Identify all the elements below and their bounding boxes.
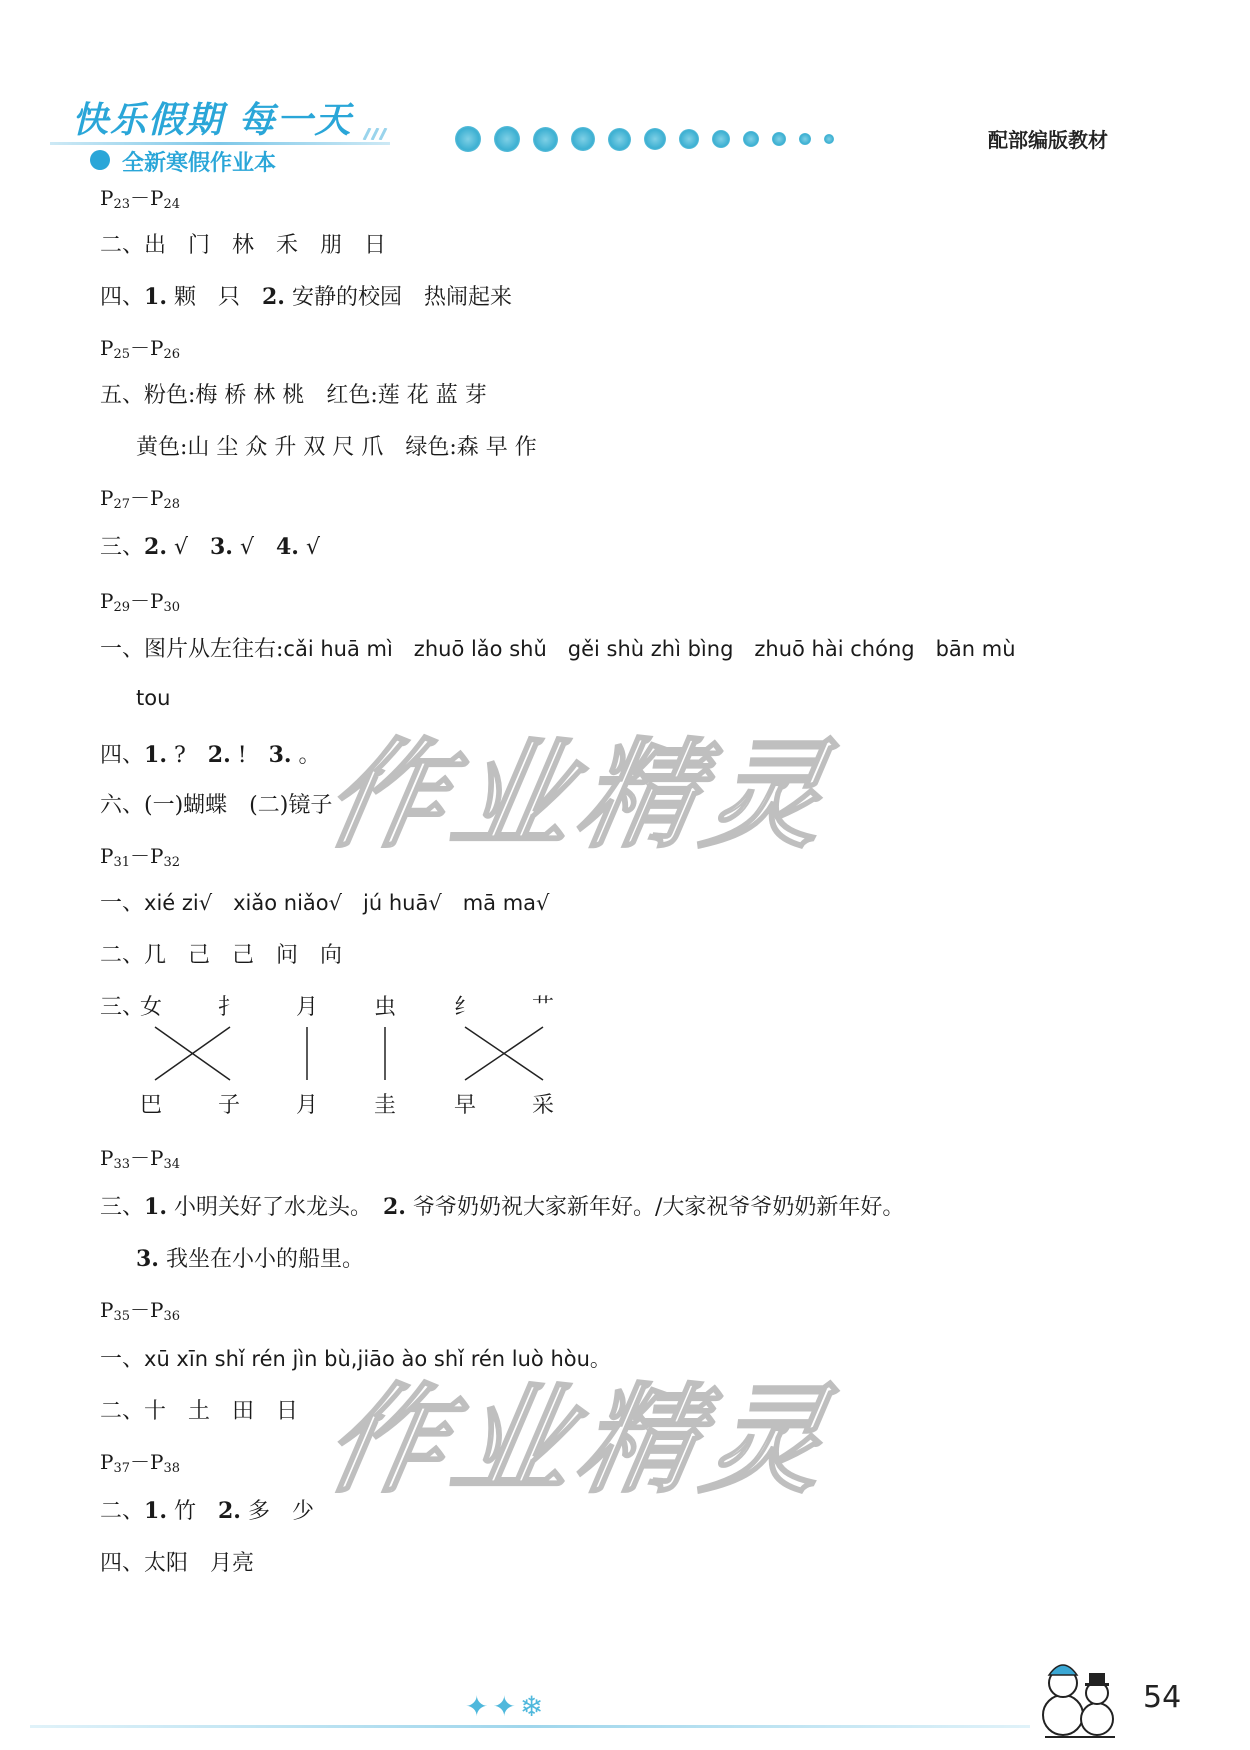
snowflake-icon xyxy=(533,127,558,152)
title-underline-decoration xyxy=(50,142,390,145)
snowflake-row-decoration xyxy=(455,124,834,154)
snowflake-icon xyxy=(644,128,666,150)
answer-line: 二、十 土 田 日 xyxy=(100,1399,299,1424)
match-top-item: 纟 xyxy=(454,995,477,1020)
snowflake-icon xyxy=(608,128,631,151)
answer-line: 三、1. 小明关好了水龙头。 2. 爷爷奶奶祝大家新年好。/大家祝爷爷奶奶新年好。 xyxy=(100,1194,905,1220)
page-number: 54 xyxy=(1143,1680,1182,1715)
answer-line: 3. 我坐在小小的船里。 xyxy=(136,1246,364,1272)
page-range-33-34: $P_{33}-P_{34}$ xyxy=(100,1146,181,1172)
match-bottom-item: 子 xyxy=(218,1093,241,1118)
subtitle-bullet-icon xyxy=(90,150,110,170)
title-stripes-decoration xyxy=(360,128,390,140)
match-top-item: 女 xyxy=(140,995,163,1020)
answer-line: 六、(一)蝴蝶 (二)镜子 xyxy=(100,793,333,818)
page-range-31-32: $P_{31}-P_{32}$ xyxy=(100,844,181,870)
snowflake-icon xyxy=(772,132,786,146)
edition-label: 配部编版教材 xyxy=(988,128,1108,152)
answer-line: 四、1. 颗 只 2. 安静的校园 热闹起来 xyxy=(100,284,512,310)
snowflake-icon xyxy=(799,133,811,145)
answer-line-prefix: 三、 xyxy=(100,995,145,1020)
answer-line: 二、出 门 林 禾 朋 日 xyxy=(100,233,387,258)
watermark: 作业精灵 xyxy=(316,1371,845,1509)
book-subtitle: 全新寒假作业本 xyxy=(122,151,277,176)
book-series-title: 快乐假期 每一天 xyxy=(72,100,353,141)
snowflake-icon xyxy=(712,130,730,148)
page-range-29-30: $P_{29}-P_{30}$ xyxy=(100,589,181,615)
footer-divider xyxy=(30,1725,1030,1728)
answer-line: 一、xié zi√ xiǎo niǎo√ jú huā√ mā ma√ xyxy=(100,891,550,916)
page-range-37-38: $P_{37}-P_{38}$ xyxy=(100,1450,181,1476)
answer-line: 一、xū xīn shǐ rén jìn bù,jiāo ào shǐ rén luò hòu。 xyxy=(100,1347,611,1372)
answer-line: 二、1. 竹 2. 多 少 xyxy=(100,1498,314,1524)
page-range-25-26: $P_{25}-P_{26}$ xyxy=(100,336,181,362)
match-bottom-item: 巴 xyxy=(140,1093,163,1118)
snowflake-icon xyxy=(824,134,834,144)
snowman-icon xyxy=(1035,1645,1125,1745)
match-bottom-item: 采 xyxy=(532,1093,555,1118)
match-top-item: 扌 xyxy=(218,995,241,1020)
match-top-item: 虫 xyxy=(374,995,397,1020)
answer-line: 四、太阳 月亮 xyxy=(100,1551,255,1576)
snowflake-icon xyxy=(571,127,595,151)
page-range-35-36: $P_{35}-P_{36}$ xyxy=(100,1298,181,1324)
snowflake-icon xyxy=(494,126,520,152)
match-top-item: 艹 xyxy=(532,995,555,1020)
answer-line: 三、2. √ 3. √ 4. √ xyxy=(100,534,320,560)
watermark: 作业精灵 xyxy=(316,726,845,864)
snowflake-icon xyxy=(743,131,759,147)
answer-line: 黄色:山 尘 众 升 双 尺 爪 绿色:森 早 作 xyxy=(136,435,537,460)
footer-sparkle-icon: ✦✦❄ xyxy=(465,1690,548,1723)
answer-line: 四、1. ? 2. ! 3. 。 xyxy=(100,742,321,768)
page-range-23-24: $P_{23}-P_{24}$ xyxy=(100,186,181,212)
match-bottom-item: 圭 xyxy=(374,1093,397,1118)
snowflake-icon xyxy=(455,126,481,152)
answer-line: tou xyxy=(136,686,171,710)
snowflake-icon xyxy=(679,129,699,149)
match-bottom-item: 早 xyxy=(454,1093,477,1118)
page-range-27-28: $P_{27}-P_{28}$ xyxy=(100,486,181,512)
answer-line: 五、粉色:梅 桥 林 桃 红色:莲 花 蓝 芽 xyxy=(100,383,487,408)
answer-line: 一、图片从左往右:cǎi huā mì zhuō lǎo shǔ gěi shù zhì bìng zhuō hài chóng bān mù xyxy=(100,637,1016,662)
match-bottom-item: 月 xyxy=(296,1093,319,1118)
matching-lines xyxy=(100,180,660,1180)
match-top-item: 月 xyxy=(296,995,319,1020)
page-header xyxy=(0,0,1250,176)
answer-line: 二、几 己 己 问 向 xyxy=(100,943,343,968)
